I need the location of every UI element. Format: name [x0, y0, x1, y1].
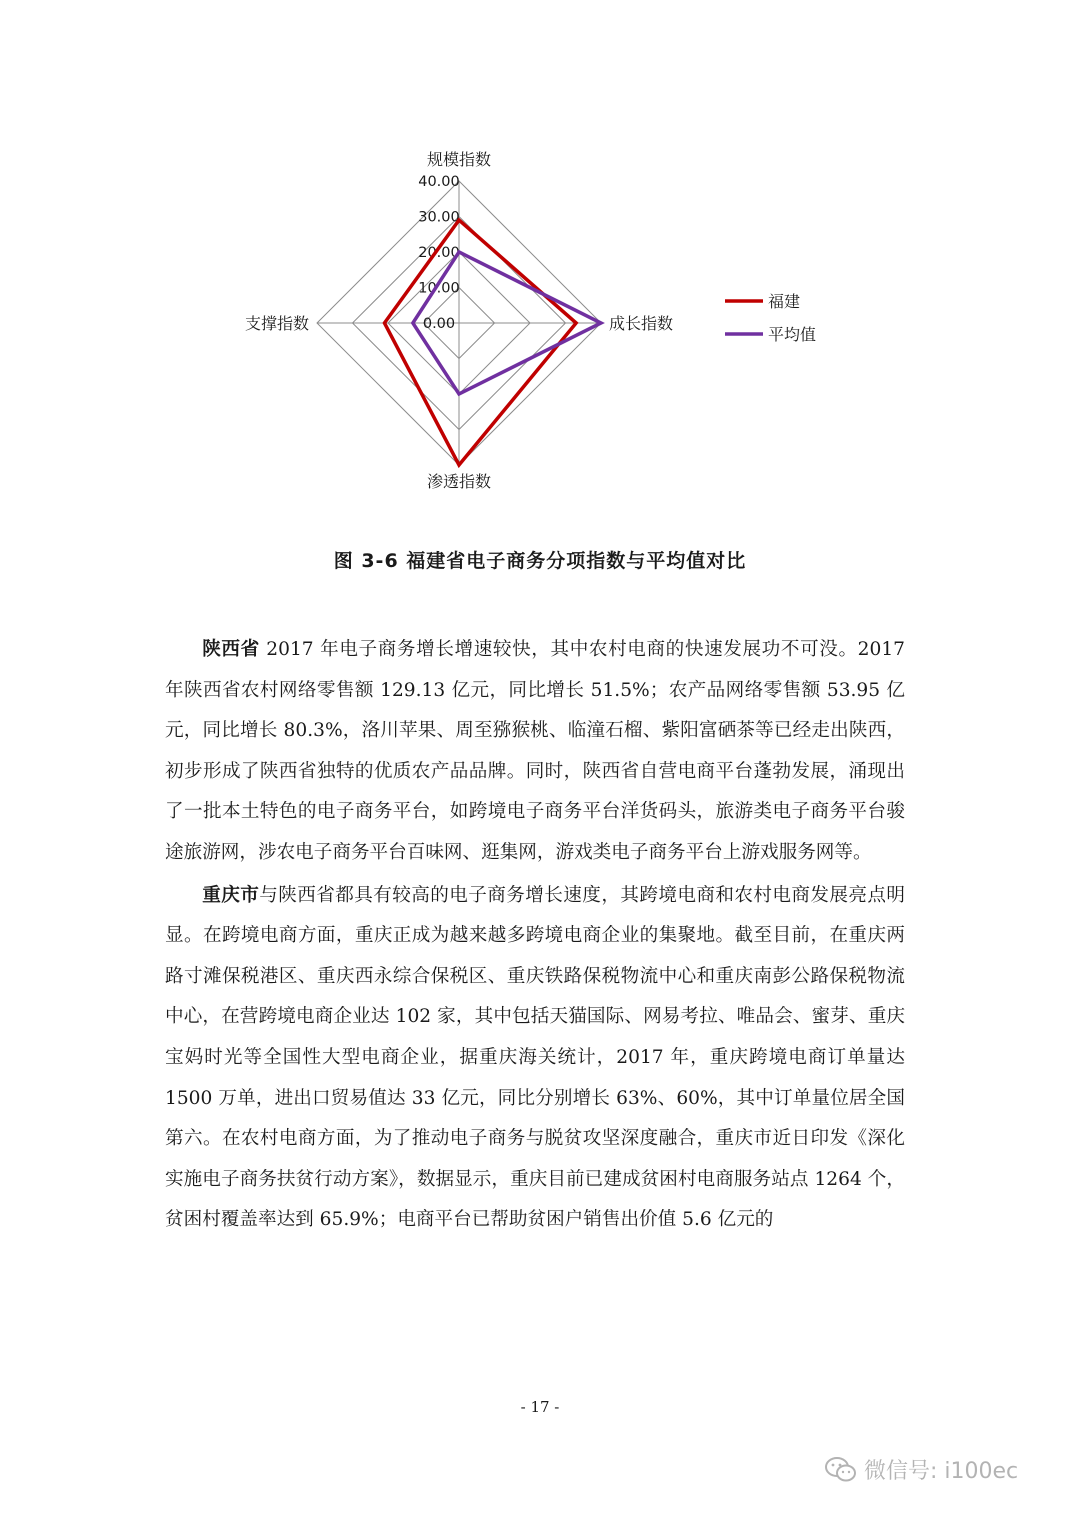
paragraph-lead: 陕西省: [202, 639, 260, 660]
tick-label: 0.00: [422, 316, 456, 332]
tick-label: 30.00: [418, 209, 460, 226]
radar-chart: [220, 140, 860, 510]
paragraph-text: 与陕西省都具有较高的电子商务增长速度，其跨境电商和农村电商发展亮点明显。在跨境电商方面，重庆正成为越来越多跨境电商企业的集聚地。截至目前，在重庆两路寸滩保税港区、重庆西永综合保税区、重庆铁路保税物流中心和重庆南彭公路保税物流中心，在营跨境电商企业达 102 家，其中包括天猫国际、网易考拉、唯品会、蜜芽、重庆宝妈时光等全国性大型电商企业，据重庆海关统计，2017 年，重庆跨境电商订单量达 1500 万单，进出口贸易值达 33 亿元，同比分别增长 63%、60%，其中订单量位居全国第六。在农村电商方面，为了推动电子商务与脱贫攻坚深度融合，重庆市近日印发《深化实施电子商务扶贫行动方案》，数据显示，重庆目前已建成贫困村电商服务站点 1264 个，贫困村覆盖率达到 65.9%；电商平台已帮助贫困户销售出价值 5.6 亿元的: [165, 884, 905, 1231]
series-line: [384, 220, 576, 465]
tick-label: 40.00: [418, 174, 460, 190]
wechat-icon: [824, 1456, 858, 1484]
paragraph-text: 2017 年电子商务增长增速较快，其中农村电商的快速发展功不可没。2017 年陕西省农村网络零售额 129.13 亿元，同比增长 51.5%；农产品网络零售额 53.95 亿元，同比增长 80.3%，洛川苹果、周至猕猴桃、临潼石榴、紫阳富硒茶等已经走出陕西，初步形成了陕西省独特的优质农产品品牌。同时，陕西省自营电商平台蓬勃发展，涌现出了一批本土特色的电子商务平台，如跨境电子商务平台洋货码头，旅游类电子商务平台骏途旅游网，涉农电子商务平台百味网、逛集网，游戏类电子商务平台上游戏服务网等。: [165, 639, 905, 863]
paragraph-lead: 重庆市: [202, 884, 260, 906]
watermark-text: 微信号: i100ec: [864, 1459, 1019, 1484]
radar-series: [384, 220, 601, 465]
axis-label: 渗透指数: [426, 472, 492, 491]
paragraph-shaanxi: [165, 630, 905, 874]
tick-label: 10.00: [418, 280, 460, 297]
axis-label: 支撑指数: [244, 314, 309, 333]
wechat-watermark: [824, 1454, 1018, 1485]
tick-label: 20.00: [418, 245, 460, 261]
page-number: - 17 -: [520, 1398, 560, 1416]
body-text: [165, 630, 905, 1243]
paragraph-chongqing: [165, 876, 905, 1241]
axis-label: 成长指数: [609, 314, 674, 333]
legend-label: 福建: [768, 292, 801, 311]
axis-label: 规模指数: [426, 150, 492, 169]
figure-caption: 图 3-6 福建省电子商务分项指数与平均值对比: [333, 550, 747, 572]
chart-legend: [725, 292, 816, 344]
legend-label: 平均值: [768, 325, 817, 344]
